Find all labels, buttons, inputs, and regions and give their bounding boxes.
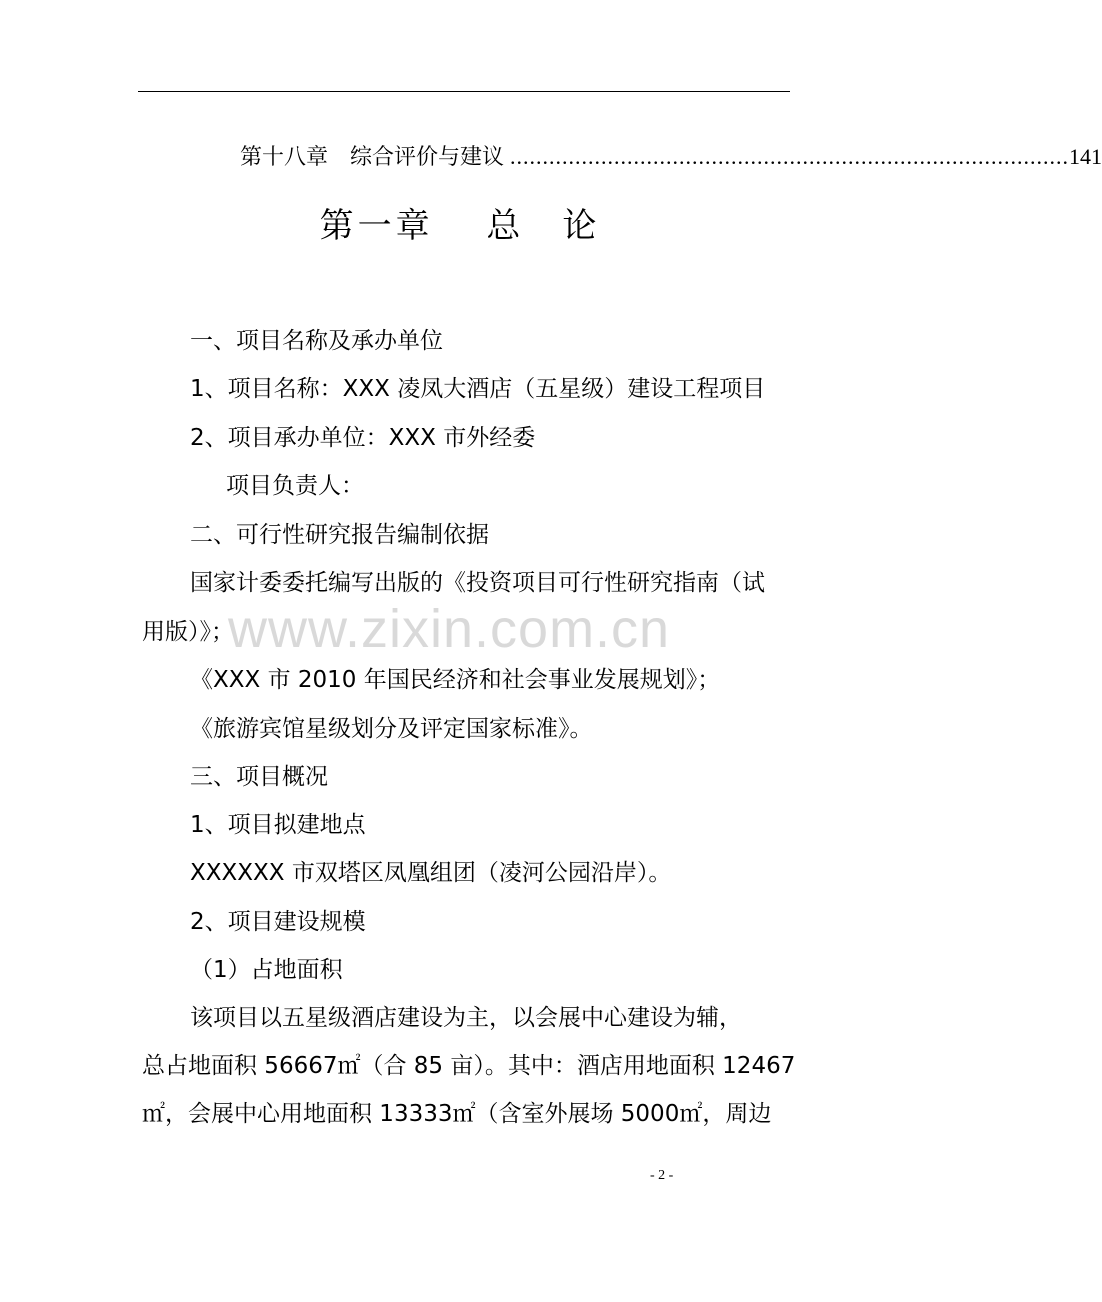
- paragraph-line: 总占地面积 56667㎡（合 85 亩）。其中：酒店用地面积 12467: [142, 1053, 796, 1079]
- paragraph-line: 《旅游宾馆星级划分及评定国家标准》。: [190, 716, 593, 742]
- paragraph-line: 国家计委委托编写出版的《投资项目可行性研究指南（试: [190, 570, 765, 596]
- paragraph-line: XXXXXX 市双塔区凤凰组团（凌河公园沿岸）。: [190, 860, 672, 886]
- paragraph-line: ㎡，会展中心用地面积 13333㎡（含室外展场 5000㎡，周边: [142, 1101, 772, 1127]
- section-heading-2: 二、可行性研究报告编制依据: [190, 522, 489, 548]
- page-number: - 2 -: [650, 1168, 674, 1183]
- toc-entry[interactable]: [240, 140, 1102, 176]
- chapter-title: 第一章 总 论: [319, 206, 601, 246]
- paragraph-line: 2、项目建设规模: [190, 909, 366, 935]
- paragraph-line: （1）占地面积: [190, 957, 343, 983]
- paragraph-line: 《XXX 市 2010 年国民经济和社会事业发展规划》；: [190, 667, 721, 693]
- paragraph-line: 1、项目拟建地点: [190, 812, 366, 838]
- section-heading-1: 一、项目名称及承办单位: [190, 328, 443, 354]
- paragraph-line: 2、项目承办单位：XXX 市外经委: [190, 425, 536, 451]
- paragraph-line: 用版）》；: [142, 619, 234, 645]
- toc-entry-page: 141: [1069, 144, 1102, 169]
- header-rule: [138, 91, 790, 92]
- toc-leader-dots: ......................................................................................: [510, 144, 1070, 169]
- toc-entry-title: 第十八章 综合评价与建议: [240, 145, 505, 170]
- paragraph-line: 项目负责人：: [226, 473, 364, 499]
- paragraph-line: 该项目以五星级酒店建设为主，以会展中心建设为辅，: [190, 1005, 742, 1031]
- paragraph-line: 1、项目名称：XXX 凌凤大酒店（五星级）建设工程项目: [190, 376, 766, 402]
- watermark: www.zixin.com.cn: [228, 599, 671, 659]
- section-heading-3: 三、项目概况: [190, 764, 328, 790]
